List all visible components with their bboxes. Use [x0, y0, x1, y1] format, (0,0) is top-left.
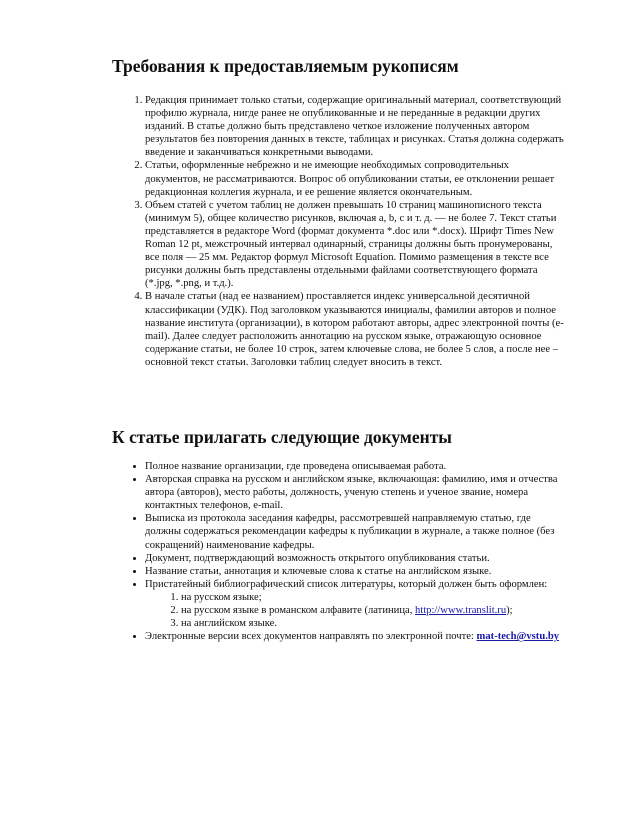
requirements-list: [112, 94, 564, 369]
bibliography-item-text: Пристатейный библиографический список литературы, который должен быть оформлен:: [145, 578, 548, 590]
document-item-1: • Полное название организации, где проведена описываемая работа.: [145, 460, 564, 473]
documents-section: [112, 460, 564, 643]
bibliography-format-translit: [181, 604, 564, 617]
email-instruction-text: Электронные версии всех документов направлять по электронной почте:: [145, 631, 477, 643]
document-item-7: [145, 630, 564, 643]
email-link[interactable]: mat-tech@vstu.by: [476, 631, 560, 643]
document-item-6: [145, 578, 564, 630]
translit-suffix: );: [506, 605, 513, 617]
section-title-requirements: Требования к предоставляемым рукописям: [112, 56, 459, 76]
document-item-3: • Выписка из протокола заседания кафедры, рассмотревшей направляемую статью, где должны содержаться рекомендации кафедры к публикации в журнале, а также полное (без сокращений) наименование кафедры.: [145, 512, 564, 551]
bibliography-format-english: 3. на английском языке.: [181, 617, 564, 630]
document-item-2: • Авторская справка на русском и английском языке, включающая: фамилию, имя и отчества автора (авторов), место работы, должность, ученую степень и ученое звание, номера контактных телефонов, e-mail.: [145, 473, 564, 512]
section-title-documents: К статье прилагать следующие документы: [112, 427, 452, 447]
translit-link[interactable]: http://www.translit.ru: [415, 605, 507, 617]
documents-list: [112, 460, 564, 643]
document-item-4: • Документ, подтверждающий возможность открытого опубликования статьи.: [145, 552, 564, 565]
requirement-item-3: 3. Объем статей с учетом таблиц не должен превышать 10 страниц машинописного текста (минимум 5), общее количество рисунков, включая а, b, с и т. д. — не более 7. Текст статьи представляется в редакторе Word (формат документа *.doc или *.docx). Шрифт Times New Roman 12 pt, межстрочный интервал одинарный, страницы должны быть пронумерованы, все поля — 25 мм. Редактор формул Microsoft Equation. Помимо размещения в тексте все рисунки должны быть представлены отдельными файлами соответствующего формата (*.jpg, *.png, и т.д.).: [145, 199, 564, 291]
requirements-section: [112, 94, 564, 369]
requirement-item-4: 4. В начале статьи (над ее названием) проставляется индекс универсальной десятичной классификации (УДК). Под заголовком указываются инициалы, фамилии авторов и полное название института (организации), в котором работают авторы, адрес электронной почты (e-mail). Далее следует расположить аннотацию на русском языке, отражающую основное содержание статьи, не более 10 строк, затем ключевые слова, не более 5 слов, а после нее – основной текст статьи. Заголовки таблиц следует вносить в текст.: [145, 290, 564, 369]
requirement-item-2: 2. Статьи, оформленные небрежно и не имеющие необходимых сопроводительных документов, не рассматриваются. Вопрос об опубликовании статьи, ее отклонении решает редакционная коллегия журнала, и ее решение является окончательным.: [145, 159, 564, 198]
requirement-item-1: 1. Редакция принимает только статьи, содержащие оригинальный материал, соответствующий профилю журнала, нигде ранее не опубликованные и не переданные в редакции других изданий. В статье должно быть представлено четкое изложение полученных автором результатов без повторения данных в тексте, таблицах и рисунках. Статья должна содержать введение и заканчиваться конкретными выводами.: [145, 94, 564, 159]
bibliography-format-list: [145, 591, 564, 630]
bibliography-format-russian: 1. на русском языке;: [181, 591, 564, 604]
translit-prefix: на русском языке в романском алфавите (латиница,: [181, 605, 415, 617]
document-item-5: • Название статьи, аннотация и ключевые слова к статье на английском языке.: [145, 565, 564, 578]
